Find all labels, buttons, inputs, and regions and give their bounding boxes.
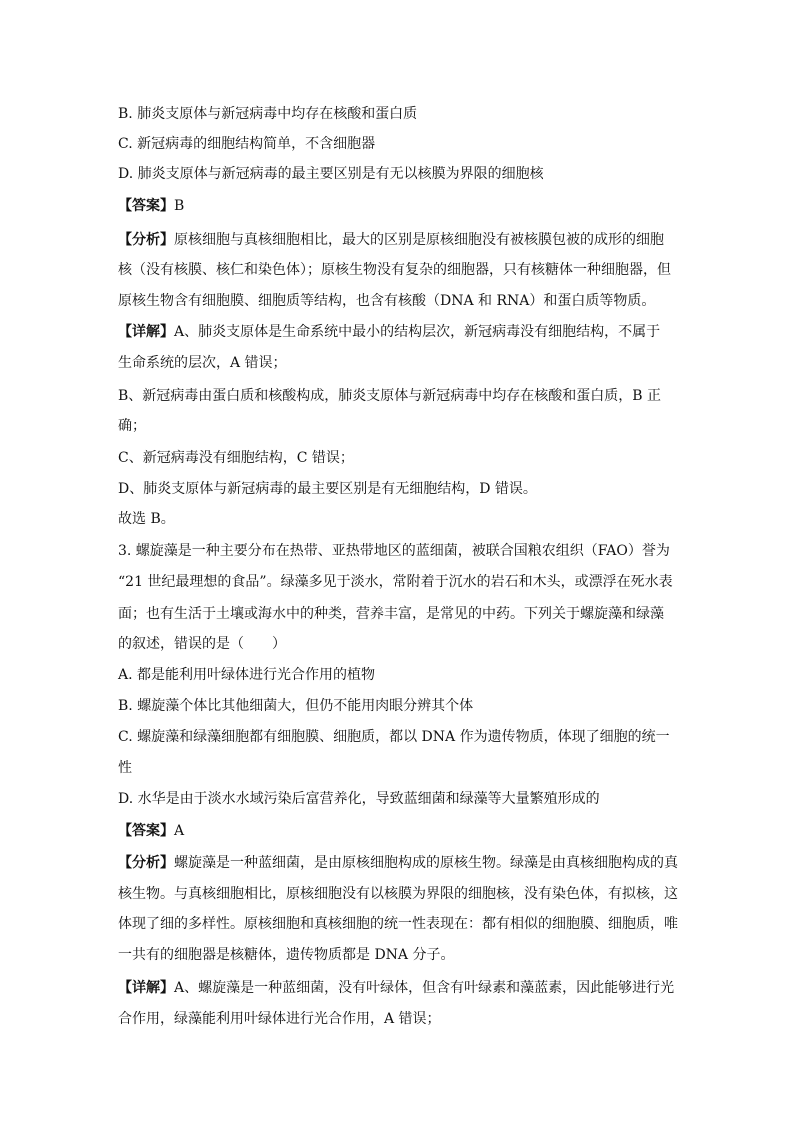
option-b-line: B. 肺炎支原体与新冠病毒中均存在核酸和蛋白质 — [118, 106, 418, 122]
explanation-line: D、肺炎支原体与新冠病毒的最主要区别是有无细胞结构，D 错误。 — [118, 481, 537, 497]
analysis-line: 【分析】螺旋藻是一种蓝细菌，是由原核细胞构成的原核生物。绿藻是由真核细胞构成的真 — [118, 855, 678, 871]
explanation-line: 【详解】A、螺旋藻是一种蓝细菌，没有叶绿体，但含有叶绿素和藻蓝素，因此能够进行光 — [118, 980, 675, 996]
question-3-stem: “21 世纪最理想的食品”。绿藻多见于淡水，常附着于沉水的岩石和木头，或漂浮在死水表 — [118, 574, 673, 590]
explanation-line: 确； — [118, 418, 146, 434]
explanation-line: 生命系统的层次，A 错误； — [118, 355, 287, 371]
explanation-line: C、新冠病毒没有细胞结构，C 错误； — [118, 450, 354, 466]
section-label: 【分析】 — [118, 232, 174, 248]
option-c-line: C. 螺旋藻和绿藻细胞都有细胞膜、细胞质，都以 DNA 作为遗传物质，体现了细胞的统一 — [118, 729, 670, 745]
section-label: 【分析】 — [118, 855, 174, 871]
explanation-line: B、新冠病毒由蛋白质和核酸构成，肺炎支原体与新冠病毒中均存在核酸和蛋白质，B 正 — [118, 388, 662, 404]
section-label: 【答案】 — [118, 198, 174, 214]
option-d-line: D. 水华是由于淡水水域污染后富营养化，导致蓝细菌和绿藻等大量繁殖形成的 — [118, 791, 600, 807]
question-3-stem: 3. 螺旋藻是一种主要分布在热带、亚热带地区的蓝细菌，被联合国粮农组织（FAO）誉为 — [118, 543, 670, 559]
explanation-line: 合作用，绿藻能利用叶绿体进行光合作用，A 错误； — [118, 1011, 441, 1027]
answer-line: 【答案】B — [118, 198, 185, 214]
section-label: 【答案】 — [118, 823, 174, 839]
option-c-line: 性 — [118, 760, 132, 776]
section-label: 【详解】 — [118, 324, 174, 340]
analysis-line: 原核生物含有细胞膜、细胞质等结构，也含有核酸（DNA 和 RNA）和蛋白质等物质。 — [118, 293, 656, 309]
section-label: 【详解】 — [118, 980, 174, 996]
conclusion-line: 故选 B。 — [118, 511, 175, 527]
analysis-line: 体现了细的多样性。原核细胞和真核细胞的统一性表现在：都有相似的细胞膜、细胞质，唯 — [118, 916, 678, 932]
analysis-line: 核（没有核膜、核仁和染色体）；原核生物没有复杂的细胞器，只有核糖体一种细胞器，但 — [118, 262, 671, 278]
analysis-line: 核生物。与真核细胞相比，原核细胞没有以核膜为界限的细胞核，没有染色体，有拟核，这 — [118, 886, 678, 902]
option-d-line: D. 肺炎支原体与新冠病毒的最主要区别是有无以核膜为界限的细胞核 — [118, 166, 544, 182]
question-3-stem: 面；也有生活于土壤或海水中的种类，营养丰富，是常见的中药。下列关于螺旋藻和绿藻 — [118, 606, 664, 622]
analysis-line: 【分析】原核细胞与真核细胞相比，最大的区别是原核细胞没有被核膜包被的成形的细胞 — [118, 232, 664, 248]
option-c-line: C. 新冠病毒的细胞结构简单，不含细胞器 — [118, 136, 376, 152]
option-b-line: B. 螺旋藻个体比其他细菌大，但仍不能用肉眼分辨其个体 — [118, 698, 474, 714]
option-a-line: A. 都是能利用叶绿体进行光合作用的植物 — [118, 667, 376, 683]
analysis-line: 一共有的细胞器是核糖体，遗传物质都是 DNA 分子。 — [118, 947, 455, 963]
answer-line: 【答案】A — [118, 823, 185, 839]
question-3-stem: 的叙述，错误的是（ ） — [118, 636, 286, 652]
explanation-line: 【详解】A、肺炎支原体是生命系统中最小的结构层次，新冠病毒没有细胞结构，不属于 — [118, 324, 661, 340]
